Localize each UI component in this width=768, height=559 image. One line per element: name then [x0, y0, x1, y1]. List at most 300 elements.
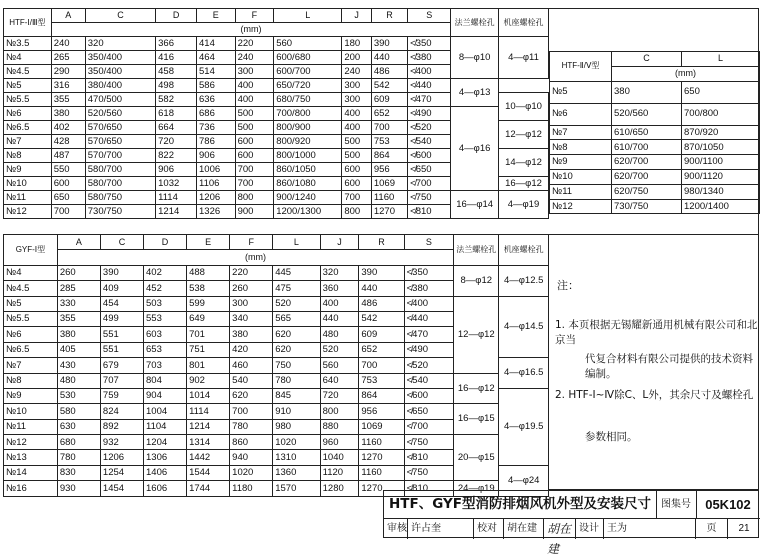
col-r: R — [359, 235, 404, 250]
value-cell: 910 — [273, 404, 320, 419]
value-cell: 400 — [342, 107, 372, 121]
base-bolt-cell: 4—φ11 — [499, 37, 549, 79]
model-cell: №7 — [4, 358, 58, 373]
value-cell: 780 — [57, 450, 100, 465]
col-e: E — [187, 235, 230, 250]
value-cell: 804 — [144, 373, 187, 388]
value-cell: 600/700 — [274, 65, 342, 79]
value-cell: 700 — [235, 163, 274, 177]
value-cell: 586 — [197, 79, 236, 93]
value-cell: 1214 — [156, 205, 197, 219]
value-cell: 730/750 — [612, 199, 682, 214]
value-cell: 428 — [51, 135, 85, 149]
value-cell: 514 — [197, 65, 236, 79]
value-cell: 860 — [230, 435, 273, 450]
value-cell: 1004 — [144, 404, 187, 419]
value-cell: ≮470 — [404, 327, 454, 342]
value-cell: 892 — [100, 419, 143, 434]
value-cell: 366 — [156, 37, 197, 51]
value-cell: 350/400 — [85, 65, 155, 79]
value-cell: 355 — [51, 93, 85, 107]
checker: 胡在建 — [504, 519, 544, 539]
value-cell: ≮650 — [404, 404, 454, 419]
value-cell: 700 — [51, 205, 85, 219]
value-cell: 1106 — [197, 177, 236, 191]
value-cell: 686 — [197, 107, 236, 121]
value-cell: 620 — [230, 388, 273, 403]
col-l: L — [273, 235, 320, 250]
model-cell: №5.5 — [4, 93, 52, 107]
value-cell: 570/650 — [85, 121, 155, 135]
value-cell: 1160 — [359, 435, 404, 450]
value-cell: 180 — [342, 37, 372, 51]
htf-i-iii-table — [3, 8, 549, 219]
value-cell: 260 — [57, 265, 100, 280]
value-cell: 864 — [359, 388, 404, 403]
value-cell: 1160 — [371, 191, 407, 205]
value-cell: 679 — [100, 358, 143, 373]
value-cell: 470/500 — [85, 93, 155, 107]
value-cell: 720 — [320, 388, 359, 403]
value-cell: 680 — [57, 435, 100, 450]
base-bolt-cell: 4—φ12.5 — [499, 265, 549, 296]
value-cell: 360 — [320, 281, 359, 296]
model-cell: №7 — [550, 125, 612, 140]
table-row — [550, 155, 760, 170]
value-cell: 1442 — [187, 450, 230, 465]
model-cell: №8 — [4, 149, 52, 163]
value-cell: 800/1000 — [274, 149, 342, 163]
value-cell: 786 — [197, 135, 236, 149]
model-cell: №13 — [4, 450, 58, 465]
value-cell: 520 — [320, 342, 359, 357]
value-cell: 320 — [320, 265, 359, 280]
col-d: D — [144, 235, 187, 250]
value-cell: 240 — [342, 65, 372, 79]
flange-bolt-cell: 14—φ12 — [499, 149, 549, 177]
flange-bolt-cell: 16—φ15 — [454, 404, 499, 435]
value-cell: 452 — [144, 281, 187, 296]
value-cell: 703 — [144, 358, 187, 373]
notes-panel — [549, 234, 759, 490]
value-cell: ≮600 — [408, 149, 451, 163]
value-cell: 609 — [371, 93, 407, 107]
value-cell: 350/400 — [85, 51, 155, 65]
value-cell: 700 — [342, 191, 372, 205]
drawing-title: HTF、GYF型消防排烟风机外型及安装尺寸 — [384, 491, 657, 518]
value-cell: 904 — [144, 388, 187, 403]
model-cell: №16 — [4, 481, 58, 496]
value-cell: ≮440 — [404, 311, 454, 326]
value-cell: 530 — [57, 388, 100, 403]
notes-heading: 注： — [557, 279, 579, 292]
value-cell: ≮400 — [404, 296, 454, 311]
value-cell: 285 — [57, 281, 100, 296]
flange-bolt-cell: 12—φ12 — [499, 121, 549, 149]
value-cell: 1206 — [197, 191, 236, 205]
value-cell: 956 — [371, 163, 407, 177]
value-cell: 609 — [359, 327, 404, 342]
model-cell: №10 — [4, 177, 52, 191]
value-cell: 330 — [57, 296, 100, 311]
value-cell: 980/1340 — [682, 184, 760, 199]
value-cell: 800 — [235, 191, 274, 205]
value-cell: 220 — [235, 37, 274, 51]
value-cell: 1326 — [197, 205, 236, 219]
col-j: J — [342, 9, 372, 23]
table-row — [550, 184, 760, 199]
value-cell: 610/700 — [612, 140, 682, 155]
model-cell: №6 — [550, 103, 612, 125]
atlas-number: 05K102 — [705, 497, 751, 512]
value-cell: 440 — [371, 51, 407, 65]
value-cell: 960 — [320, 435, 359, 450]
value-cell: 653 — [144, 342, 187, 357]
model-cell: №8 — [550, 140, 612, 155]
value-cell: 753 — [371, 135, 407, 149]
value-cell: 1114 — [187, 404, 230, 419]
table-row — [4, 107, 549, 121]
value-cell: 800 — [320, 404, 359, 419]
value-cell: ≮350 — [408, 37, 451, 51]
value-cell: 603 — [144, 327, 187, 342]
value-cell: 480 — [57, 373, 100, 388]
reviewer: 许占奎 — [408, 519, 474, 539]
model-cell: №12 — [4, 435, 58, 450]
model-cell: №5 — [550, 81, 612, 103]
value-cell: 736 — [197, 121, 236, 135]
page-label: 页 — [696, 519, 728, 539]
value-cell: 464 — [197, 51, 236, 65]
model-cell: №5 — [4, 296, 58, 311]
model-header: HTF-Ⅰ/Ⅲ型 — [4, 9, 52, 37]
table-row — [4, 435, 549, 450]
value-cell: 380 — [57, 327, 100, 342]
value-cell: 1314 — [187, 435, 230, 450]
value-cell: 460 — [230, 358, 273, 373]
model-cell: №6.5 — [4, 121, 52, 135]
value-cell: 400 — [235, 79, 274, 93]
value-cell: 730/750 — [85, 205, 155, 219]
value-cell: 680/750 — [274, 93, 342, 107]
value-cell: 551 — [100, 327, 143, 342]
value-cell: 553 — [144, 311, 187, 326]
value-cell: 200 — [342, 51, 372, 65]
value-cell: 620/700 — [612, 155, 682, 170]
value-cell: 1744 — [187, 481, 230, 496]
check-label: 校对 — [474, 519, 504, 539]
value-cell: 610/650 — [612, 125, 682, 140]
model-cell: №5 — [4, 79, 52, 93]
atlas-label: 图集号 — [656, 491, 697, 518]
value-cell: 1544 — [187, 465, 230, 480]
value-cell: 500 — [342, 135, 372, 149]
model-cell: №6 — [4, 327, 58, 342]
model-cell: №7 — [4, 135, 52, 149]
value-cell: ≮400 — [408, 65, 451, 79]
model-cell: №6.5 — [4, 342, 58, 357]
value-cell: 542 — [371, 79, 407, 93]
col-e: E — [197, 9, 236, 23]
value-cell: 380 — [51, 107, 85, 121]
value-cell: 320 — [85, 37, 155, 51]
value-cell: 652 — [371, 107, 407, 121]
flange-header: 法兰螺栓孔 — [454, 235, 499, 266]
value-cell: 700/800 — [274, 107, 342, 121]
value-cell: 498 — [156, 79, 197, 93]
value-cell: 400 — [320, 296, 359, 311]
value-cell: 600 — [342, 163, 372, 177]
value-cell: ≮380 — [404, 281, 454, 296]
value-cell: 409 — [100, 281, 143, 296]
value-cell: 1160 — [359, 465, 404, 480]
value-cell: 860/1050 — [274, 163, 342, 177]
value-cell: 1406 — [144, 465, 187, 480]
value-cell: ≮440 — [408, 79, 451, 93]
value-cell: ≮470 — [408, 93, 451, 107]
value-cell: 900 — [235, 205, 274, 219]
flange-bolt-cell: 16—φ14 — [451, 191, 499, 219]
value-cell: ≮540 — [408, 135, 451, 149]
value-cell: 1360 — [273, 465, 320, 480]
value-cell: 1104 — [144, 419, 187, 434]
col-f: F — [235, 9, 274, 23]
value-cell: 503 — [144, 296, 187, 311]
value-cell: 1306 — [144, 450, 187, 465]
table-row — [550, 125, 760, 140]
value-cell: ≮810 — [408, 205, 451, 219]
value-cell: ≮700 — [408, 177, 451, 191]
value-cell: 600 — [51, 177, 85, 191]
value-cell: 445 — [273, 265, 320, 280]
base-bolt-cell: 4—φ16 — [451, 107, 499, 191]
value-cell: 902 — [187, 373, 230, 388]
value-cell: 1180 — [230, 481, 273, 496]
value-cell: ≮700 — [404, 419, 454, 434]
value-cell: 542 — [359, 311, 404, 326]
title-block — [383, 490, 759, 556]
value-cell: 458 — [156, 65, 197, 79]
note-1: 1. 本页根据无锡耀新通用机械有限公司和北京当 — [555, 319, 758, 346]
model-cell: №6 — [4, 107, 52, 121]
value-cell: 870/920 — [682, 125, 760, 140]
value-cell: 600/680 — [274, 51, 342, 65]
value-cell: 1270 — [359, 481, 404, 496]
flange-bolt-cell: 8—φ10 — [451, 37, 499, 79]
value-cell: 560 — [274, 37, 342, 51]
checker-signature: 胡在建 — [544, 519, 576, 539]
value-cell: 707 — [100, 373, 143, 388]
value-cell: 454 — [100, 296, 143, 311]
value-cell: 400 — [342, 121, 372, 135]
value-cell: 720 — [156, 135, 197, 149]
value-cell: 1204 — [144, 435, 187, 450]
value-cell: 355 — [57, 311, 100, 326]
value-cell: 580 — [57, 404, 100, 419]
model-cell: №14 — [4, 465, 58, 480]
value-cell: 265 — [51, 51, 85, 65]
value-cell: 1270 — [359, 450, 404, 465]
col-s: S — [404, 235, 454, 250]
value-cell: 1114 — [156, 191, 197, 205]
value-cell: 1006 — [197, 163, 236, 177]
table-row — [4, 79, 549, 93]
unit-label: (mm) — [51, 23, 451, 37]
value-cell: 570/650 — [85, 135, 155, 149]
value-cell: 880 — [320, 419, 359, 434]
unit-label: (mm) — [612, 66, 760, 81]
value-cell: 240 — [51, 37, 85, 51]
value-cell: 300 — [235, 65, 274, 79]
value-cell: 1454 — [100, 481, 143, 496]
value-cell: 956 — [359, 404, 404, 419]
col-a: A — [57, 235, 100, 250]
table-row — [550, 140, 760, 155]
value-cell: 402 — [144, 265, 187, 280]
value-cell: 870/1050 — [682, 140, 760, 155]
value-cell: 538 — [187, 281, 230, 296]
value-cell: 565 — [273, 311, 320, 326]
page-number: 21 — [738, 523, 750, 534]
value-cell: 824 — [100, 404, 143, 419]
value-cell: 800/920 — [274, 135, 342, 149]
note-2-cont: 参数相同。 — [585, 431, 638, 443]
designer: 王为 — [604, 519, 696, 539]
value-cell: 801 — [187, 358, 230, 373]
col-s: S — [408, 9, 451, 23]
value-cell: 300 — [342, 93, 372, 107]
value-cell: 1020 — [230, 465, 273, 480]
value-cell: 900/1100 — [682, 155, 760, 170]
value-cell: 980 — [273, 419, 320, 434]
model-cell: №9 — [4, 388, 58, 403]
value-cell: 488 — [187, 265, 230, 280]
value-cell: 551 — [100, 342, 143, 357]
value-cell: 260 — [230, 281, 273, 296]
value-cell: ≮490 — [408, 107, 451, 121]
model-cell: №8 — [4, 373, 58, 388]
table-row — [4, 37, 549, 51]
model-cell: №3.5 — [4, 37, 52, 51]
value-cell: 380 — [612, 81, 682, 103]
value-cell: 580/700 — [85, 163, 155, 177]
value-cell: 500 — [235, 107, 274, 121]
value-cell: 1040 — [320, 450, 359, 465]
value-cell: 486 — [359, 296, 404, 311]
model-cell: №4 — [4, 265, 58, 280]
value-cell: 620 — [273, 342, 320, 357]
value-cell: 300 — [342, 79, 372, 93]
value-cell: ≮540 — [404, 373, 454, 388]
value-cell: 1020 — [273, 435, 320, 450]
value-cell: 430 — [57, 358, 100, 373]
value-cell: 900/1120 — [682, 169, 760, 184]
value-cell: 220 — [230, 265, 273, 280]
model-header: HTF-Ⅱ/Ⅴ型 — [550, 52, 612, 82]
value-cell: 1120 — [320, 465, 359, 480]
model-cell: №11 — [4, 419, 58, 434]
value-cell: ≮750 — [404, 435, 454, 450]
value-cell: 420 — [230, 342, 273, 357]
value-cell: 618 — [156, 107, 197, 121]
unit-label: (mm) — [57, 250, 453, 265]
value-cell: 845 — [273, 388, 320, 403]
flange-bolt-cell: 16—φ12 — [454, 373, 499, 404]
model-cell: №12 — [4, 205, 52, 219]
gyf-i-table — [3, 234, 549, 497]
value-cell: 1606 — [144, 481, 187, 496]
value-cell: 700 — [230, 404, 273, 419]
value-cell: 520/560 — [612, 103, 682, 125]
value-cell: 580/750 — [85, 191, 155, 205]
value-cell: 650 — [51, 191, 85, 205]
value-cell: 1069 — [371, 177, 407, 191]
flange-bolt-cell: 12—φ12 — [454, 296, 499, 373]
col-j: J — [320, 235, 359, 250]
value-cell: 582 — [156, 93, 197, 107]
value-cell: 540 — [230, 373, 273, 388]
value-cell: 400 — [235, 93, 274, 107]
value-cell: 1254 — [100, 465, 143, 480]
value-cell: 520/560 — [85, 107, 155, 121]
value-cell: 600 — [342, 177, 372, 191]
col-a: A — [51, 9, 85, 23]
value-cell: 620/750 — [612, 184, 682, 199]
table-row — [4, 373, 549, 388]
model-cell: №4.5 — [4, 281, 58, 296]
model-cell: №5.5 — [4, 311, 58, 326]
value-cell: 240 — [235, 51, 274, 65]
flange-header: 法兰螺栓孔 — [451, 9, 499, 37]
value-cell: 499 — [100, 311, 143, 326]
table-row — [4, 191, 549, 205]
base-header: 机座螺栓孔 — [499, 9, 549, 37]
table-row — [550, 199, 760, 214]
value-cell: 630 — [57, 419, 100, 434]
value-cell: 636 — [197, 93, 236, 107]
flange-bolt-cell: 20—φ15 — [454, 435, 499, 481]
value-cell: ≮750 — [404, 465, 454, 480]
col-c: C — [85, 9, 155, 23]
value-cell: 932 — [100, 435, 143, 450]
value-cell: 600 — [235, 149, 274, 163]
value-cell: 1214 — [187, 419, 230, 434]
value-cell: 1014 — [187, 388, 230, 403]
col-d: D — [156, 9, 197, 23]
value-cell: 1310 — [273, 450, 320, 465]
value-cell: 940 — [230, 450, 273, 465]
value-cell: 290 — [51, 65, 85, 79]
flange-bolt-cell: 24—φ19 — [454, 481, 499, 496]
value-cell: 640 — [320, 373, 359, 388]
base-bolt-cell: 4—φ14.5 — [499, 296, 549, 358]
design-label: 设计 — [576, 519, 604, 539]
value-cell: ≮520 — [408, 121, 451, 135]
value-cell: 620/700 — [612, 169, 682, 184]
table-row — [4, 296, 549, 311]
value-cell: 900/1240 — [274, 191, 342, 205]
value-cell: 664 — [156, 121, 197, 135]
value-cell: 300 — [230, 296, 273, 311]
value-cell: ≮600 — [404, 388, 454, 403]
value-cell: 440 — [320, 311, 359, 326]
value-cell: 751 — [187, 342, 230, 357]
model-cell: №10 — [550, 169, 612, 184]
value-cell: 380 — [230, 327, 273, 342]
value-cell: 487 — [51, 149, 85, 163]
value-cell: ≮380 — [408, 51, 451, 65]
model-cell: №10 — [4, 404, 58, 419]
